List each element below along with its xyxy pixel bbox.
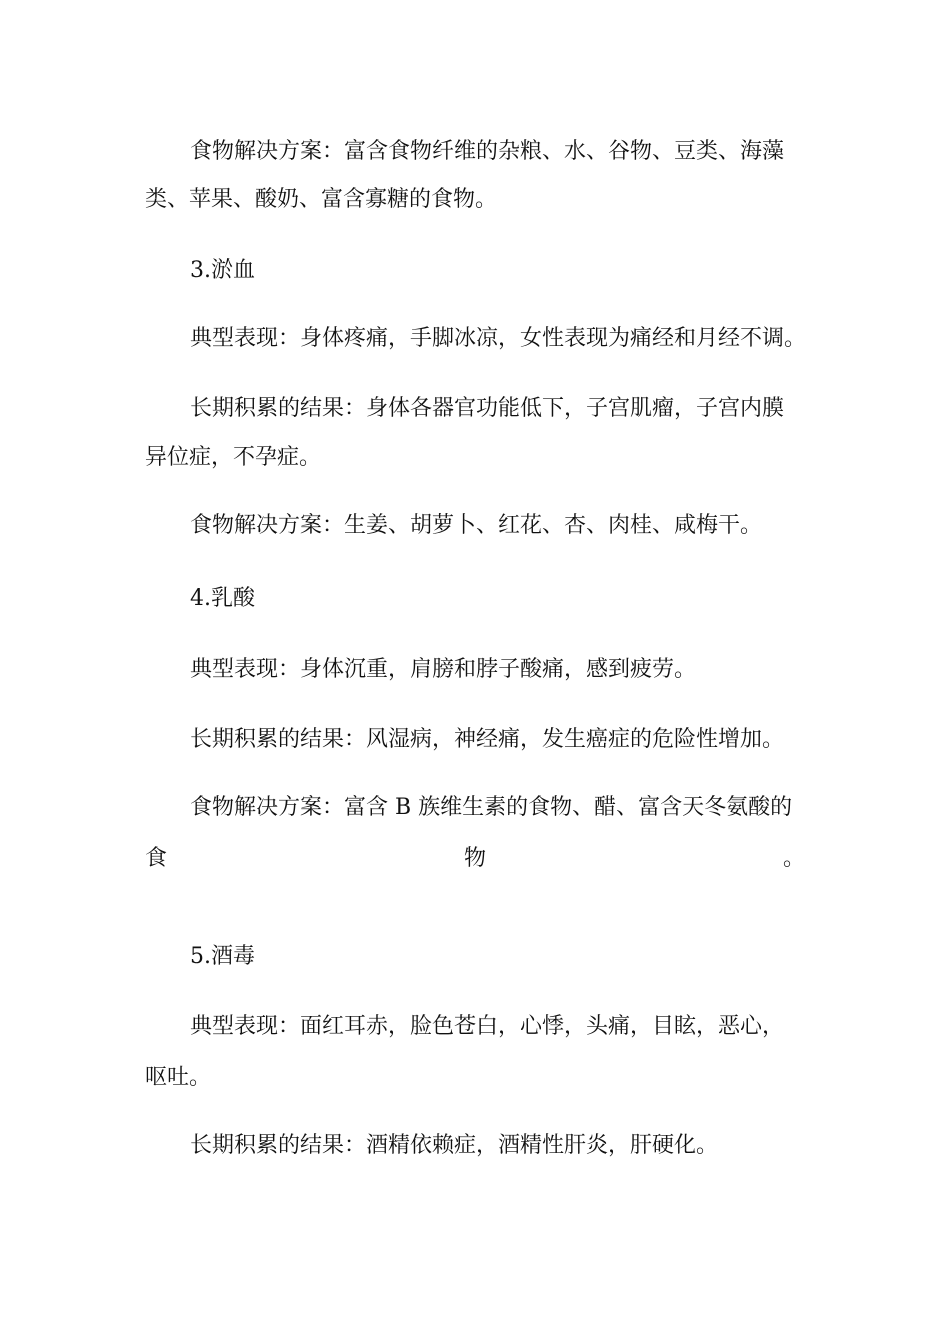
paragraph-symptoms-line2: 呕吐。	[145, 1065, 212, 1090]
paragraph-food-solution-line1: 食物解决方案：富含食物纤维的杂粮、水、谷物、豆类、海藻	[190, 139, 785, 164]
paragraph-food-solution-line2	[145, 844, 805, 874]
justified-word: 。	[782, 846, 805, 871]
paragraph-long-term: 长期积累的结果：酒精依赖症，酒精性肝炎，肝硬化。	[190, 1133, 719, 1158]
paragraph-long-term-line2: 异位症，不孕症。	[145, 445, 322, 470]
paragraph-food-solution-line2: 类、苹果、酸奶、富含寡糖的食物。	[145, 187, 498, 212]
paragraph-long-term-line1: 长期积累的结果：身体各器官功能低下，子宫肌瘤，子宫内膜	[190, 396, 785, 421]
paragraph-symptoms-line1: 典型表现：面红耳赤，脸色苍白，心悸，头痛，目眩，恶心，	[190, 1014, 785, 1039]
justified-word: 食	[145, 846, 168, 871]
paragraph-food-solution-line1: 食物解决方案：富含 B 族维生素的食物、醋、富含天冬氨酸的	[190, 795, 793, 820]
section-heading-lactic-acid: 4.乳酸	[190, 586, 255, 611]
paragraph-food-solution: 食物解决方案：生姜、胡萝卜、红花、杏、肉桂、咸梅干。	[190, 513, 763, 538]
section-heading-alcohol-toxin: 5.酒毒	[190, 944, 255, 969]
paragraph-long-term: 长期积累的结果：风湿病，神经痛，发生癌症的危险性增加。	[190, 727, 785, 752]
justified-word: 物	[463, 846, 486, 871]
section-heading-blood-stasis: 3.淤血	[190, 258, 255, 283]
paragraph-symptoms: 典型表现：身体沉重，肩膀和脖子酸痛，感到疲劳。	[190, 657, 697, 682]
paragraph-symptoms: 典型表现：身体疼痛，手脚冰凉，女性表现为痛经和月经不调。	[190, 326, 807, 351]
